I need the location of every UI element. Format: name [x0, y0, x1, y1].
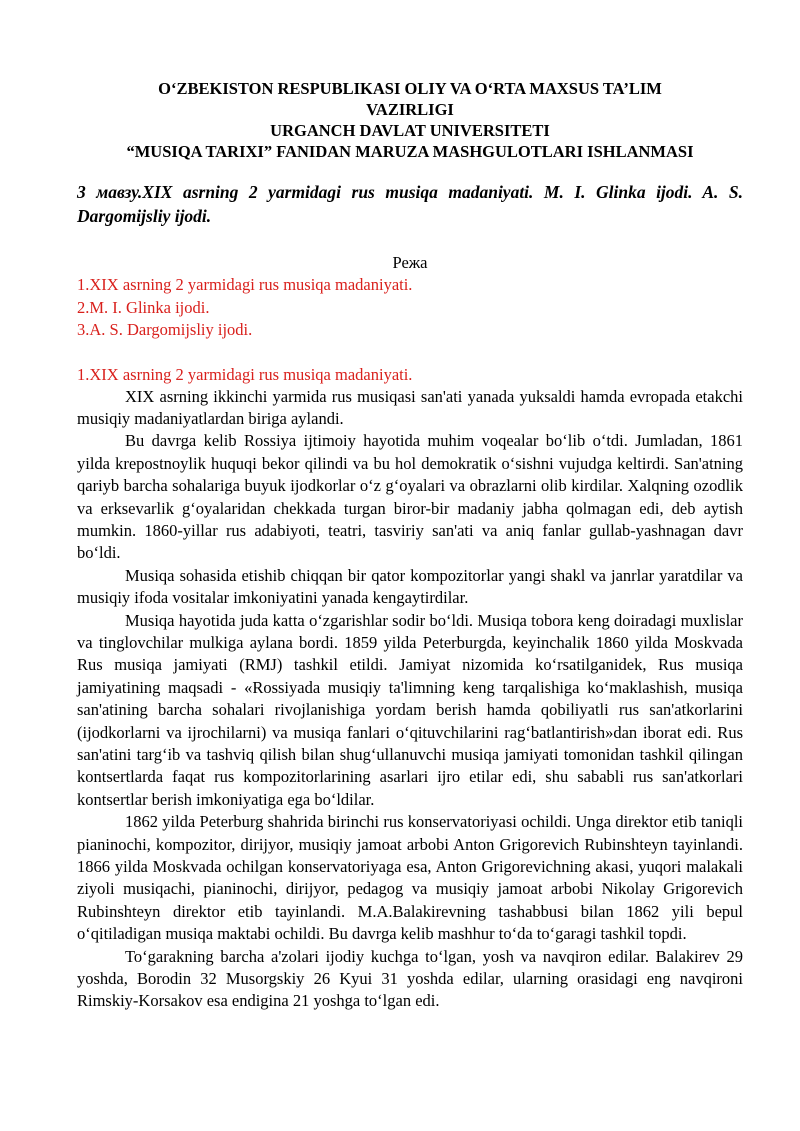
plan-heading: Режа — [392, 253, 428, 272]
university-name: URGANCH DAVLAT UNIVERSITETI — [270, 121, 550, 140]
plan-item-3: 3.A. S. Dargomijsliy ijodi. — [77, 320, 253, 339]
paragraph: Musiqa hayotida juda katta o‘zgarishlar sodir bo‘ldi. Musiqa tobora keng doiradagi muxlislar va tinglovchilar mulkiga aylana bordi. 1859 yilda Peterburgda, keyinchalik 1860 yilda Moskvada Rus musiqa jamiyati (RMJ) tashkil etildi. Jamiyat nizomida ko‘rsatilganidek, Rus musiqa jamiyatining maqsadi - «Rossiyada musiqiy ta'limning keng tarqalishiga ko‘maklashish, musiqa san'atining barcha sohalari rivojlanishiga yordam berish hamda qobiliyatli rus san'atkorlarini (ijodkorlarni va ijrochilarni) va musiqa fanlari o‘qituvchilarini rag‘batlantirish»dan iborat edi. Rus san'atini targ‘ib va tashviq qilish bilan shug‘ullanuvchi musiqa jamiyati tomonidan tashkil qilingan kontsertlarda faqat rus kompozitorlarining asarlari ijro etilar edi, shu sababli rus san'atkorlari kontsertlar berish imkoniyatiga ega bo‘ldilar. — [77, 610, 743, 809]
section-heading: 1.XIX asrning 2 yarmidagi rus musiqa madaniyati. — [77, 364, 413, 384]
paragraph: 1862 yilda Peterburg shahrida birinchi rus konservatoriyasi ochildi. Unga direktor etib taniqli pianinochi, kompozitor, dirijyor, musiqiy jamoat arbobi Anton Grigorevich Rubinshteyn tayinlandi. 1866 yilda Moskvada ochilgan konservatoriyaga esa, Anton Grigorevichning akasi, yuqori malakali ziyoli musiqachi, pianinochi, dirijyor, pedagog va musiqiy jamoat arbobi Nikolay Grigorevich Rubinshteyn direktor etib tayinlandi. M.A.Balakirevning tashabbusi bilan 1862 yili bepul o‘qitiladigan musiqa maktabi ochildi. Bu davrga kelib mashhur to‘da to‘garagi tashkil topdi. — [77, 812, 743, 944]
ministry-title-line: O‘ZBEKISTON RESPUBLIKASI OLIY VA O‘RTA MAXSUS TA’LIM — [158, 79, 662, 98]
lecture-topic: 3 мавзу.XIX asrning 2 yarmidagi rus musiqa madaniyati. M. I. Glinka ijodi. A. S. Dargomijsliy ijodi. — [77, 182, 743, 226]
plan-item-1: 1.XIX asrning 2 yarmidagi rus musiqa madaniyati. — [77, 275, 413, 294]
plan-list — [77, 274, 743, 342]
plan-item-2: 2.M. I. Glinka ijodi. — [77, 297, 210, 317]
section-body — [77, 386, 743, 1013]
document-page — [77, 78, 743, 1013]
paragraph: To‘garakning barcha a'zolari ijodiy kuchga to‘lgan, yosh va navqiron edilar. Balakirev 29 yoshda, Borodin 32 Musorgskiy 26 Kyui 31 yoshda edilar, ularning orasidagi eng navqironi Rimskiy-Korsakov esa endigina 21 yoshga to‘lgan edi. — [77, 946, 743, 1011]
paragraph: Musiqa sohasida etishib chiqqan bir qator kompozitorlar yangi shakl va janrlar yaratdilar va musiqiy ifoda vositalar imkoniyatini yanada kengaytirdilar. — [77, 565, 743, 608]
paragraph: Bu davrga kelib Rossiya ijtimoiy hayotida muhim voqealar bo‘lib o‘tdi. Jumladan, 1861 yilda krepostnoylik huquqi bekor qilindi va bu hol demokratik o‘sishni vujudga keltirdi. San'atning qariyb barcha sohalariga buyuk ijodkorlar o‘z g‘oyalari va obrazlarni olib kirdilar. Xalqning ozodlik va erksevarlik g‘oyalaridan chekkada turgan biror-bir madaniy jabha qolmagan edi, deb aytish mumkin. 1860-yillar rus adabiyoti, teatri, tasviriy san'ati va aniq fanlar gullab-yashnagan davr bo‘ldi. — [77, 431, 743, 563]
document-header — [77, 78, 743, 162]
course-title: “MUSIQA TARIXI” FANIDAN MARUZA MASHGULOTLARI ISHLANMASI — [126, 142, 694, 161]
paragraph: XIX asrning ikkinchi yarmida rus musiqasi san'ati yanada yuksaldi hamda evropada etakchi musiqiy madaniyatlardan biriga aylandi. — [77, 386, 743, 428]
ministry-title-line-2: VAZIRLIGI — [366, 100, 454, 119]
